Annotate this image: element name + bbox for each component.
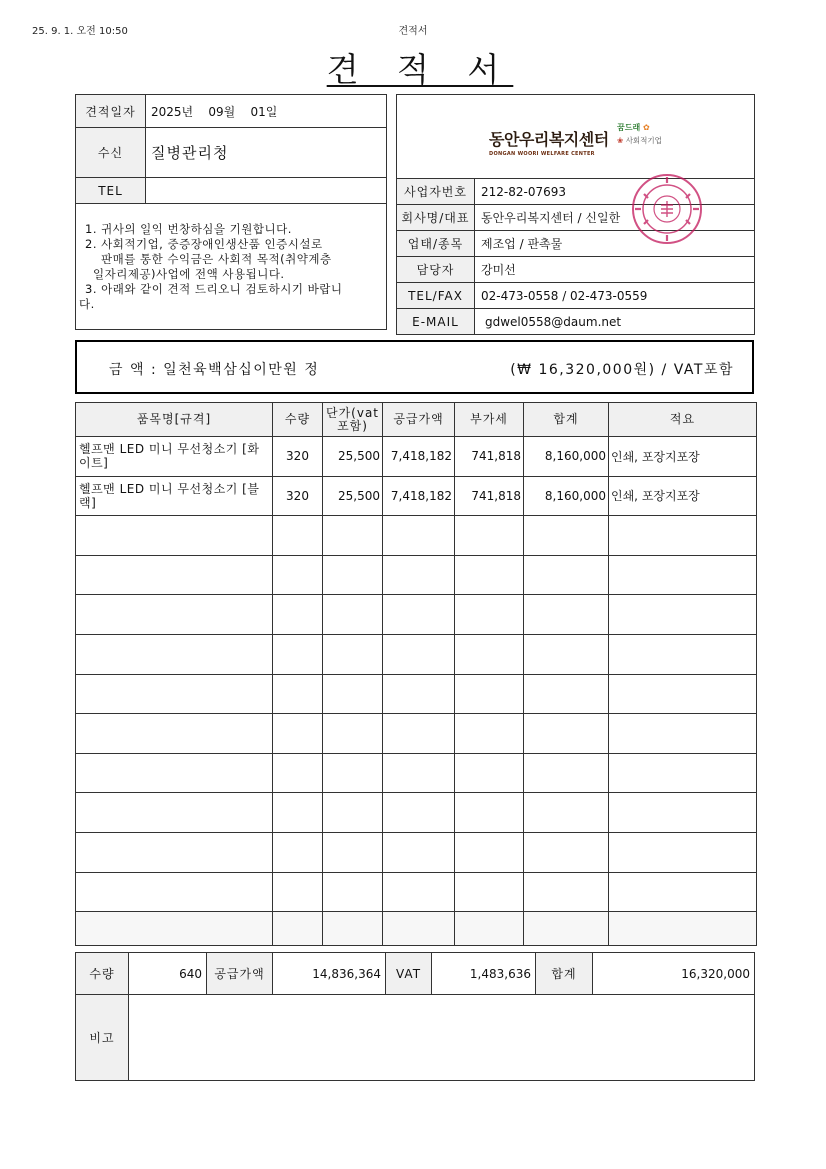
empty-row (76, 634, 757, 674)
logo-text: 동안우리복지센터 (489, 130, 609, 149)
social-enterprise-logo: 꿈드래 ✿ ❀ 사회적기업 (617, 123, 662, 145)
empty-row (76, 555, 757, 595)
empty-row (76, 872, 757, 912)
supplier-table (396, 94, 755, 335)
empty-row (76, 674, 757, 714)
note-line: 3. 아래와 같이 견적 드리오니 검토하시기 바랍니 (85, 281, 343, 296)
col-header-total: 합계 (524, 403, 609, 437)
item-total: 8,160,000 (524, 476, 609, 516)
item-unit-price: 25,500 (323, 476, 383, 516)
print-page-title: 견적서 (398, 26, 428, 37)
biz-no-value: 212-82-07693 (475, 179, 755, 205)
empty-row (76, 714, 757, 754)
print-datetime: 25. 9. 1. 오전 10:50 (32, 26, 128, 37)
col-header-supply: 공급가액 (383, 403, 455, 437)
email-label: E-MAIL (397, 309, 475, 335)
notes-cell (76, 204, 387, 330)
note-line: 다. (79, 296, 95, 311)
total-amount-box (75, 340, 754, 394)
col-header-vat: 부가세 (455, 403, 524, 437)
col-header-name: 품목명[규격] (76, 403, 273, 437)
logo-subtext: DONGAN WOORI WELFARE CENTER (489, 151, 595, 157)
telfax-label: TEL/FAX (397, 283, 475, 309)
col-header-unit-price: 단가(vat 포함) (323, 403, 383, 437)
quote-date-value: 2025년 09월 01일 (146, 95, 387, 128)
col-header-note: 적요 (609, 403, 757, 437)
item-name: 헬프맨 LED 미니 무선청소기 [화이트] (76, 437, 273, 477)
note-line: 1. 귀사의 일익 번창하심을 기원합니다. (85, 221, 292, 236)
item-supply: 7,418,182 (383, 437, 455, 477)
summary-supply-label: 공급가액 (207, 953, 273, 995)
empty-row (76, 595, 757, 635)
item-qty: 320 (273, 476, 323, 516)
note-line: 일자리제공)사업에 전액 사용됩니다. (93, 266, 285, 281)
summary-total-label: 합계 (536, 953, 593, 995)
summary-vat-label: VAT (386, 953, 432, 995)
manager-value: 강미선 (475, 257, 755, 283)
empty-row (76, 753, 757, 793)
manager-label: 담당자 (397, 257, 475, 283)
amount-in-words: 금 액 : 일천육백삼십이만원 정 (109, 362, 320, 378)
empty-row (76, 912, 757, 946)
table-row (76, 437, 757, 477)
remark-label: 비고 (76, 995, 129, 1081)
item-vat: 741,818 (455, 437, 524, 477)
company-label: 회사명/대표 (397, 205, 475, 231)
empty-row (76, 516, 757, 556)
summary-vat-value: 1,483,636 (432, 953, 536, 995)
item-note: 인쇄, 포장지포장 (609, 437, 757, 477)
business-type-value: 제조업 / 판촉물 (475, 231, 755, 257)
logo-cell (397, 95, 755, 179)
summary-supply-value: 14,836,364 (273, 953, 386, 995)
tel-label: TEL (76, 178, 146, 204)
summary-qty-label: 수량 (76, 953, 129, 995)
item-qty: 320 (273, 437, 323, 477)
document-title: 견 적 서 (326, 50, 514, 89)
biz-no-label: 사업자번호 (397, 179, 475, 205)
quote-date-label: 견적일자 (76, 95, 146, 128)
company-logo (489, 127, 613, 157)
item-vat: 741,818 (455, 476, 524, 516)
telfax-value: 02-473-0558 / 02-473-0559 (475, 283, 755, 309)
item-supply: 7,418,182 (383, 476, 455, 516)
remark-value (129, 995, 755, 1081)
quote-info-table (75, 94, 387, 330)
item-total: 8,160,000 (524, 437, 609, 477)
recipient-value: 질병관리청 (146, 128, 387, 178)
empty-row (76, 832, 757, 872)
col-header-qty: 수량 (273, 403, 323, 437)
item-note: 인쇄, 포장지포장 (609, 476, 757, 516)
summary-table (75, 952, 755, 1081)
email-value: gdwel0558@daum.net (475, 309, 755, 335)
amount-in-numbers: (₩ 16,320,000원) / VAT포함 (510, 362, 734, 378)
recipient-label: 수신 (76, 128, 146, 178)
summary-qty-value: 640 (129, 953, 207, 995)
empty-row (76, 793, 757, 833)
tel-value (146, 178, 387, 204)
items-table (75, 402, 757, 946)
business-type-label: 업태/종목 (397, 231, 475, 257)
note-line: 2. 사회적기업, 중증장애인생산품 인증시설로 (85, 236, 323, 251)
table-row (76, 476, 757, 516)
company-value: 동안우리복지센터 / 신일한 (475, 205, 755, 231)
summary-total-value: 16,320,000 (593, 953, 755, 995)
note-line: 판매를 통한 수익금은 사회적 목적(취약계층 (101, 251, 332, 266)
item-unit-price: 25,500 (323, 437, 383, 477)
item-name: 헬프맨 LED 미니 무선청소기 [블랙] (76, 476, 273, 516)
